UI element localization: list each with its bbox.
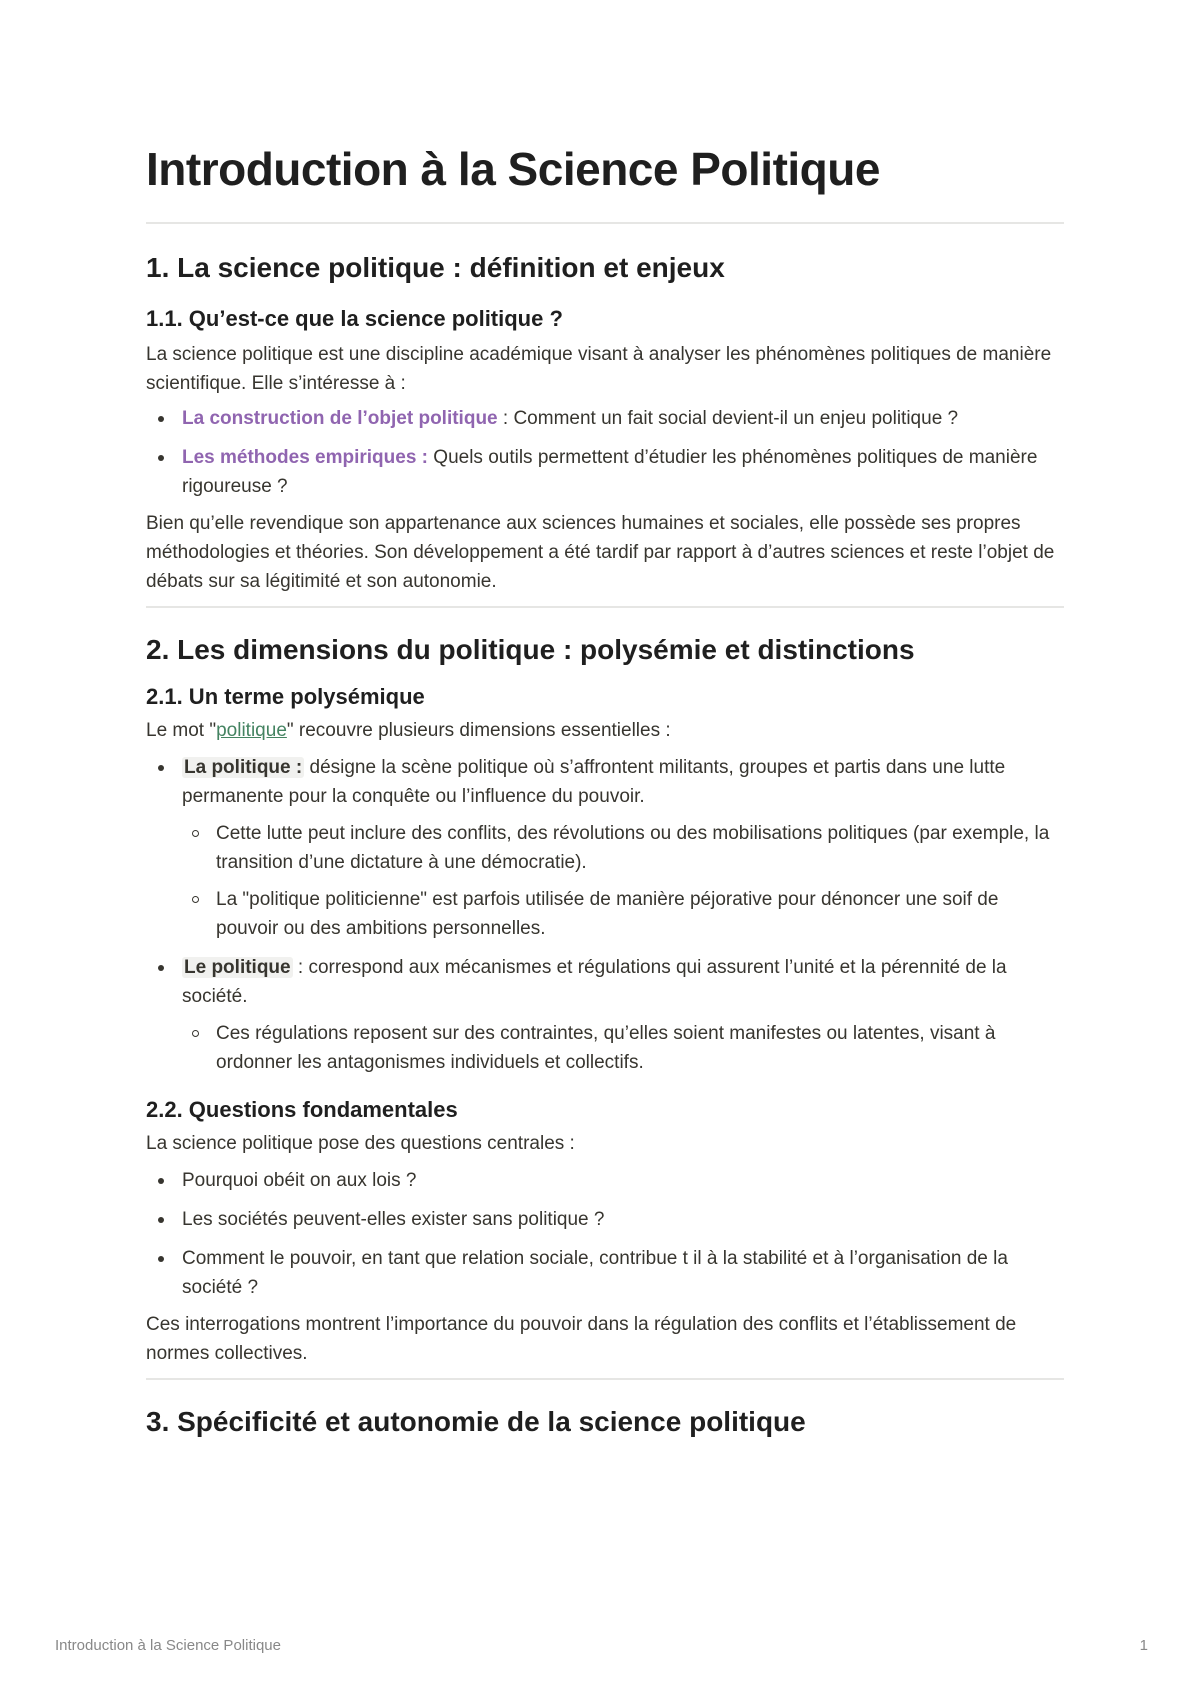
sub-list-item [146, 1019, 1064, 1077]
list-item [146, 443, 1064, 501]
hollow-bullet-icon [192, 830, 199, 837]
section-1-1-conclusion: Bien qu’elle revendique son appartenance aux sciences humaines et sociales, elle possède ses propres méthodologies et théories. Son développement a été tardif par rapport à d’autres sciences et reste l’objet de débats sur sa légitimité et son autonomie. [146, 513, 1055, 592]
bullet-icon [158, 1217, 164, 1223]
list-item [146, 1205, 1064, 1234]
section-divider [146, 606, 1064, 608]
title-divider [146, 222, 1064, 224]
section-1-1-intro: La science politique est une discipline académique visant à analyser les phénomènes politiques de manière scientifique. Elle s’intéresse à : [146, 344, 1052, 394]
section-3-heading: 3. Spécificité et autonomie de la science politique [146, 1406, 806, 1437]
list-item [146, 1244, 1064, 1302]
footer-page-number: 1 [1139, 1637, 1148, 1654]
section-2-1-list [146, 753, 1064, 1077]
list-item-text: Quels outils permettent d’étudier les phénomènes politiques de manière rigoureuse ? [182, 447, 1038, 497]
bullet-icon [158, 416, 164, 422]
list-item-text: : Comment un fait social devient-il un enjeu politique ? [497, 408, 959, 429]
list-item-term: Les méthodes empiriques : [182, 447, 429, 468]
section-2-2-list [146, 1166, 1064, 1302]
document-page [146, 140, 1064, 1440]
list-item-text: Comment le pouvoir, en tant que relation sociale, contribue t il à la stabilité et à l’organisation de la société ? [182, 1248, 1008, 1298]
section-1-1-list [146, 404, 1064, 501]
list-item-text: Les sociétés peuvent-elles exister sans politique ? [182, 1209, 605, 1230]
politique-link[interactable]: politique [216, 720, 287, 741]
list-item [146, 1166, 1064, 1195]
list-item-text: Pourquoi obéit on aux lois ? [182, 1170, 417, 1191]
bullet-icon [158, 965, 164, 971]
section-2-2-intro: La science politique pose des questions centrales : [146, 1133, 575, 1154]
section-2-1-heading: 2.1. Un terme polysémique [146, 684, 425, 709]
bullet-icon [158, 765, 164, 771]
section-1-heading: 1. La science politique : définition et enjeux [146, 252, 725, 283]
bullet-icon [158, 1256, 164, 1262]
document-title: Introduction à la Science Politique [146, 143, 880, 195]
list-item [146, 953, 1064, 1011]
section-2-2-heading: 2.2. Questions fondamentales [146, 1097, 458, 1122]
list-item-term: La construction de l’objet politique [182, 408, 498, 429]
list-item [146, 404, 1064, 433]
section-2-heading: 2. Les dimensions du politique : polysémie et distinctions [146, 634, 915, 665]
section-1-1-heading: 1.1. Qu’est-ce que la science politique ? [146, 306, 563, 331]
section-2-2-conclusion: Ces interrogations montrent l’importance du pouvoir dans la régulation des conflits et l’établissement de normes collectives. [146, 1314, 1017, 1364]
bullet-icon [158, 455, 164, 461]
list-item-text: désigne la scène politique où s’affrontent militants, groupes et partis dans une lutte permanente pour la conquête ou l’influence du pouvoir. [182, 757, 1006, 807]
section-divider [146, 1378, 1064, 1380]
list-item-term: La politique : [184, 757, 303, 778]
intro-text-after: " recouvre plusieurs dimensions essentielles : [286, 720, 671, 741]
sub-list-item-text: Cette lutte peut inclure des conflits, des révolutions ou des mobilisations politiques (par exemple, la transition d’une dictature à une démocratie). [216, 823, 1050, 873]
sub-list-item-text: La "politique politicienne" est parfois utilisée de manière péjorative pour dénoncer une soif de pouvoir ou des ambitions personnelles. [216, 889, 999, 939]
sub-list-item [146, 819, 1064, 877]
hollow-bullet-icon [192, 1030, 199, 1037]
section-2-1-intro [146, 716, 1064, 745]
list-item-text: : correspond aux mécanismes et régulations qui assurent l’unité et la pérennité de la société. [182, 957, 1007, 1007]
sub-list-item [146, 885, 1064, 943]
sub-list-item-text: Ces régulations reposent sur des contraintes, qu’elles soient manifestes ou latentes, visant à ordonner les antagonismes individuels et collectifs. [216, 1023, 996, 1073]
intro-text-before: Le mot " [146, 720, 217, 741]
hollow-bullet-icon [192, 896, 199, 903]
bullet-icon [158, 1178, 164, 1184]
list-item [146, 753, 1064, 811]
footer-title: Introduction à la Science Politique [55, 1637, 281, 1654]
list-item-term: Le politique [184, 957, 291, 978]
